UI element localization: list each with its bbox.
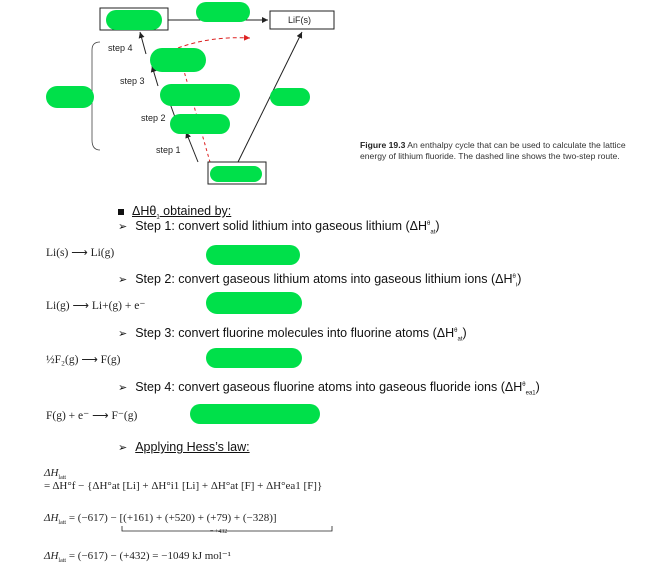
bullet-step1: ➢ Step 1: convert solid lithium into gaseous lithium $(\Delta H^\theta_{at})$ [118,219,440,236]
redaction-blob [160,84,240,106]
hess-line-3: $\Delta H_{latt} = (-617) - [(+161) + (+520) + (+79) + (-328)]$ [44,512,277,527]
step2-label: step 2 [141,113,166,123]
step1-label: step 1 [156,145,181,155]
equation-2: Li(g) ⟶ Li+(g) + e⁻ [46,300,146,312]
hess-bracket-note: = +432 [210,529,228,535]
enthalpy-cycle-diagram [0,0,646,200]
bullet-hess: ➢ Applying Hess’s law: [118,440,250,454]
bullet-step3: ➢ Step 3: convert fluorine molecules into fluorine atoms $(\Delta H^\theta_{at})$ [118,326,467,343]
equation-3: ½F₂(g) ⟶ F(g) [46,354,121,366]
bullet-step2: ➢ Step 2: convert gaseous lithium atoms into gaseous lithium ions $(\Delta H^\theta_i)$ [118,272,522,289]
equation-1: Li(s) ⟶ Li(g) [46,247,115,259]
redaction-blob [196,2,250,22]
redaction-blob [270,88,310,106]
figure-caption-text: An enthalpy cycle that can be used to calculate the lattice energy of lithium fluoride. The dashed line shows the two-step route. [360,140,626,161]
figure-number: Figure 19.3 [360,140,406,150]
redaction-blob [210,166,262,182]
lif-label: LiF(s) [288,15,311,25]
redaction-blob [206,348,302,368]
figure-caption [360,140,630,162]
bullet-heading: ΔHθ$_1$ obtained by: [118,204,231,221]
redaction-blob [106,10,162,30]
bullet-step4: ➢ Step 4: convert gaseous fluorine atoms into gaseous fluoride ions $(\Delta H^\theta_{ea1})$ [118,380,540,397]
step4-label: step 4 [108,43,133,53]
equation-4: F(g) + e⁻ ⟶ F⁻(g) [46,410,138,422]
redaction-blob [206,292,302,314]
step3-label: step 3 [120,76,145,86]
redaction-blob [46,86,94,108]
hess-line-4: $\Delta H_{latt} = (-617) - (+432) = -1049$ kJ mol⁻¹ [44,550,231,565]
hess-line-1: $\Delta H_{latt}$ [44,467,67,482]
redaction-blob [206,245,300,265]
redaction-blob [150,48,206,72]
hess-bracket [120,526,340,536]
hess-line-2: = ΔH°f − {ΔH°at [Li] + ΔH°i1 [Li] + ΔH°at [F] + ΔH°ea1 [F]} [44,480,323,492]
redaction-blob [170,114,230,134]
redaction-blob [190,404,320,424]
